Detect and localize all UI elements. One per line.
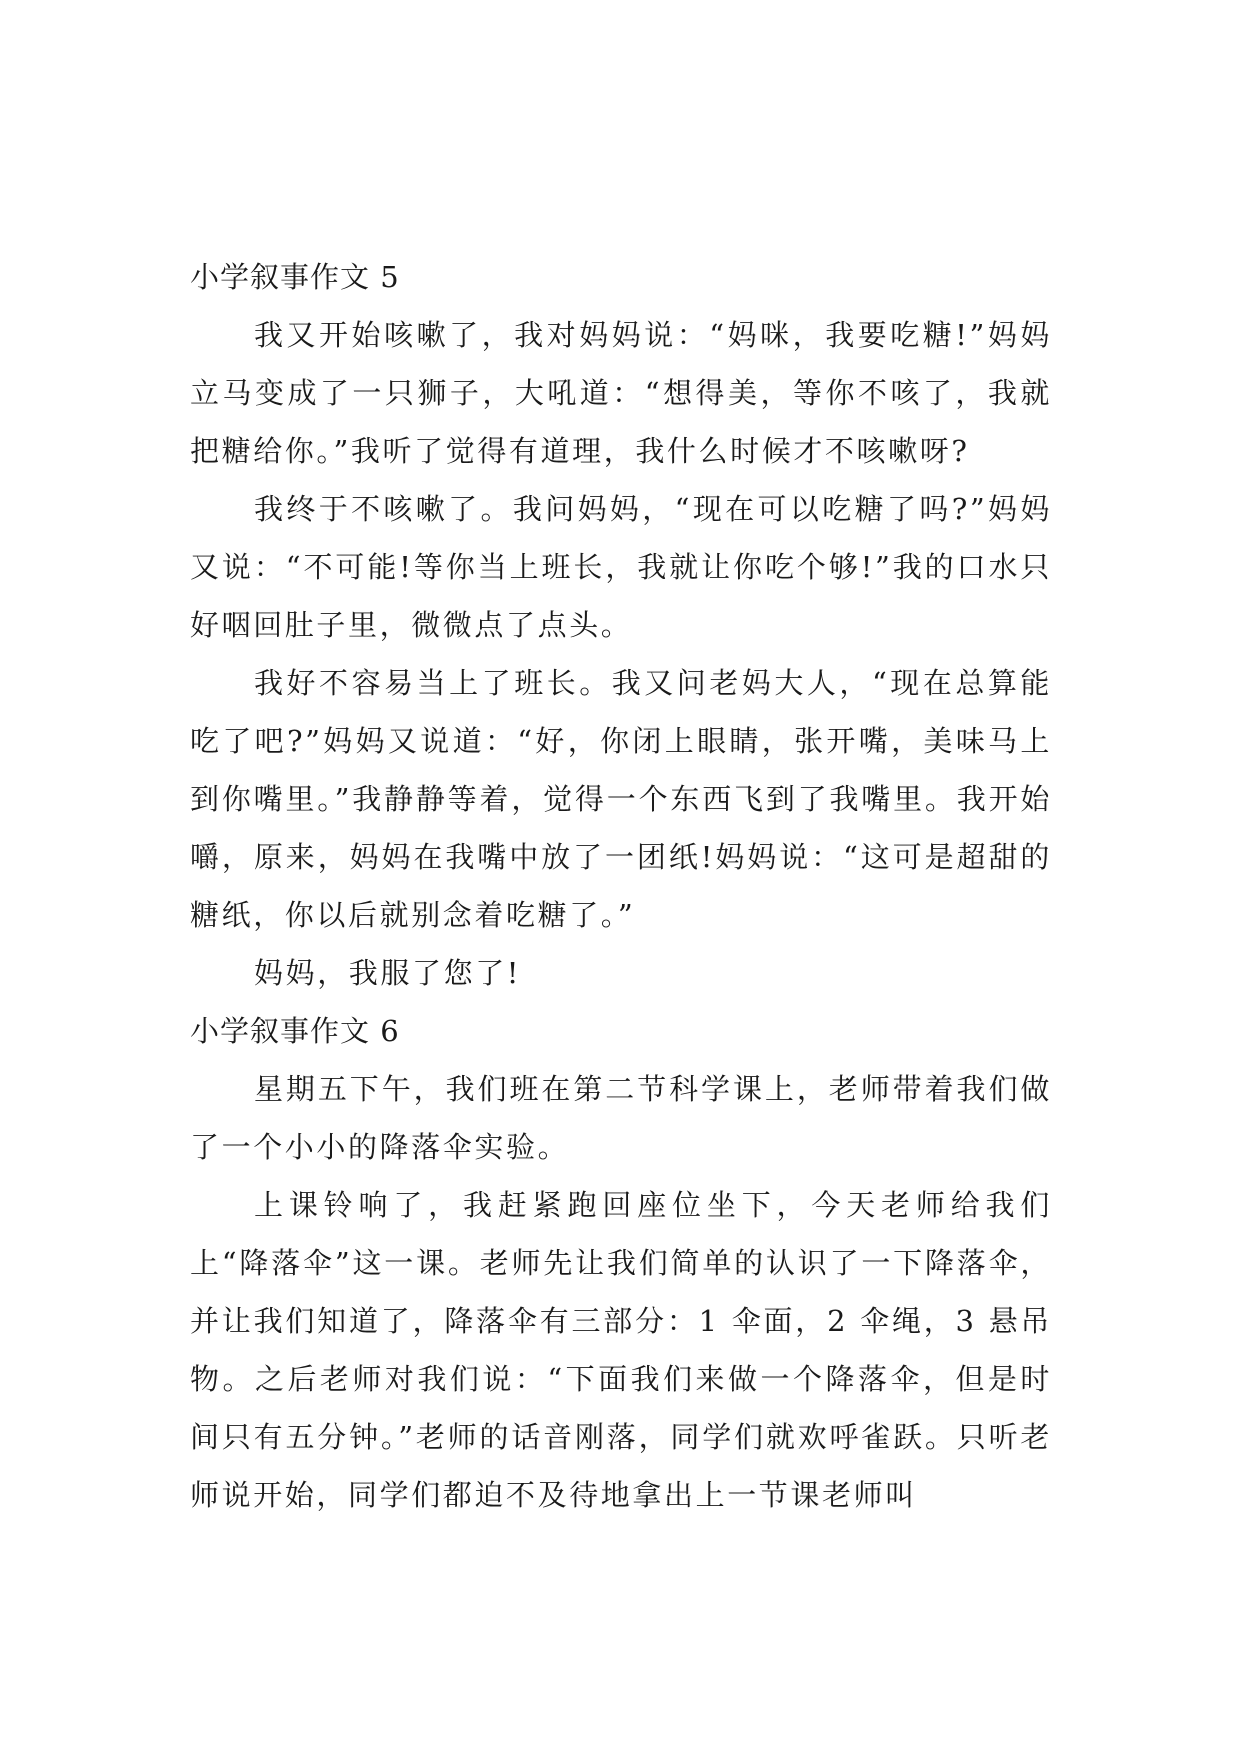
essay-5-paragraph-3: 我好不容易当上了班长。我又问老妈大人，“现在总算能吃了吧?”妈妈又说道：“好，你闭上眼睛，张开嘴，美味马上到你嘴里。”我静静等着，觉得一个东西飞到了我嘴里。我开始嚼，原来，妈妈在我嘴中放了一团纸!妈妈说：“这可是超甜的糖纸，你以后就别念着吃糖了。” bbox=[190, 666, 1052, 932]
essay-5-paragraph-2: 我终于不咳嗽了。我问妈妈，“现在可以吃糖了吗?”妈妈又说：“不可能!等你当上班长，我就让你吃个够!”我的口水只好咽回肚子里，微微点了点头。 bbox=[190, 492, 1052, 642]
essay-title-6: 小学叙事作文 6 bbox=[190, 1014, 400, 1048]
essay-6-paragraph-1: 星期五下午，我们班在第二节科学课上，老师带着我们做了一个小小的降落伞实验。 bbox=[190, 1072, 1052, 1164]
essay-title-5: 小学叙事作文 5 bbox=[190, 260, 400, 294]
essay-5-paragraph-4: 妈妈，我服了您了! bbox=[254, 956, 522, 990]
document-body bbox=[190, 248, 1052, 1524]
essay-6-paragraph-2: 上课铃响了，我赶紧跑回座位坐下，今天老师给我们上“降落伞”这一课。老师先让我们简单的认识了一下降落伞，并让我们知道了，降落伞有三部分：1 伞面，2 伞绳，3 悬吊物。之后老师对我们说：“下面我们来做一个降落伞，但是时间只有五分钟。”老师的话音刚落，同学们就欢呼雀跃。只听老师说开始，同学们都迫不及待地拿出上一节课老师叫 bbox=[190, 1188, 1052, 1512]
essay-5-paragraph-1: 我又开始咳嗽了，我对妈妈说：“妈咪，我要吃糖!”妈妈立马变成了一只狮子，大吼道：“想得美，等你不咳了，我就把糖给你。”我听了觉得有道理，我什么时候才不咳嗽呀? bbox=[190, 318, 1052, 468]
